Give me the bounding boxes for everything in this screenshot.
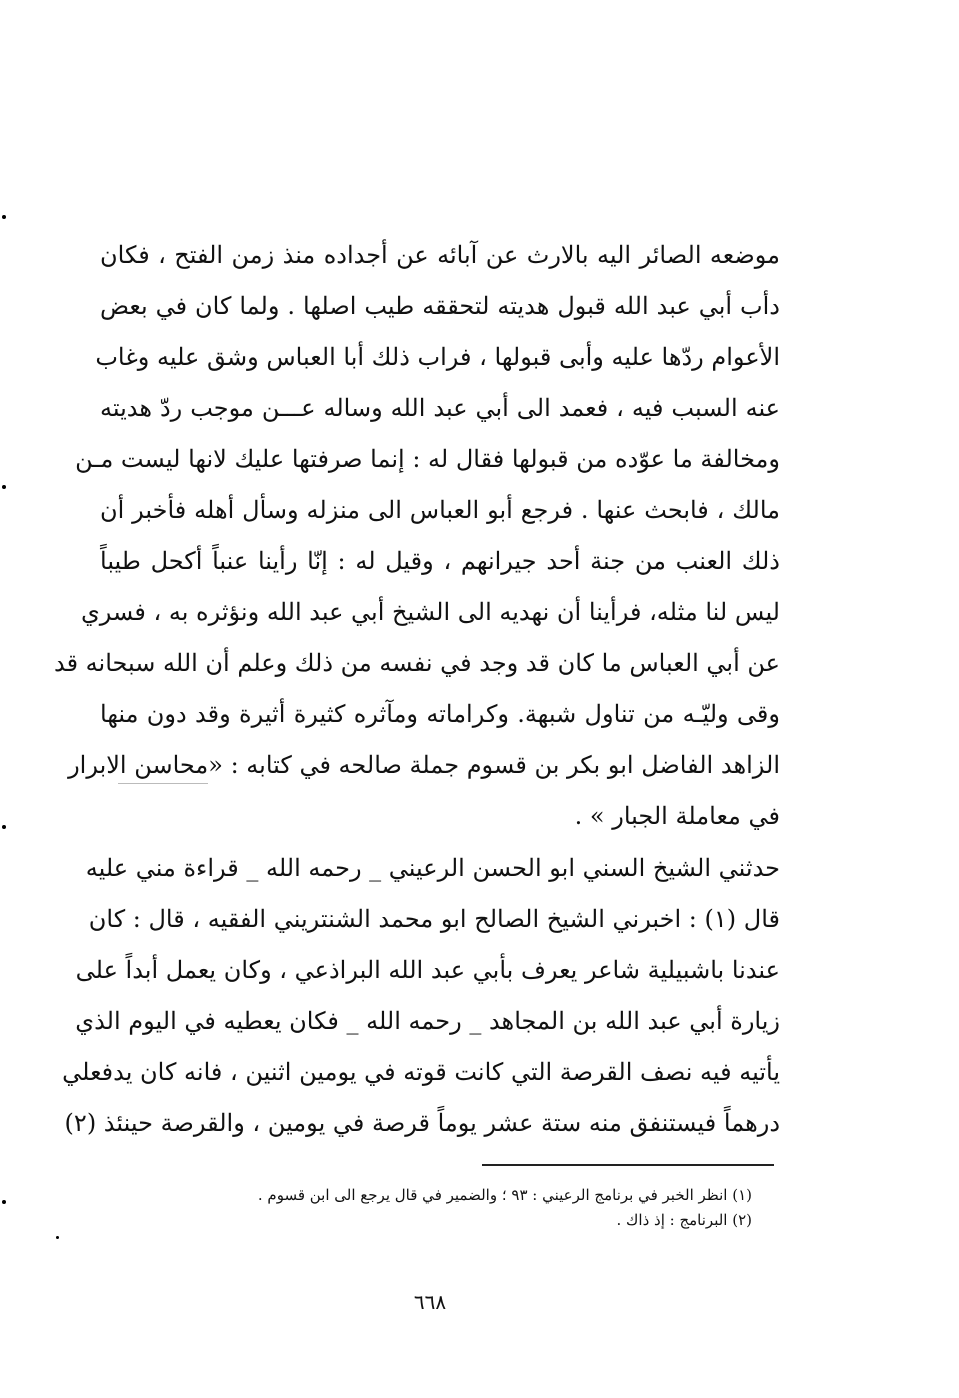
scan-speck xyxy=(2,1200,6,1204)
text-line: عنه السبب فيه ، فعمد الى أبي عبد الله وساله عـــن موجب ردّ هديته xyxy=(100,394,780,422)
text-line: موضعه الصائر اليه بالارث عن آبائه عن أجداده منذ زمن الفتح ، فكان xyxy=(100,241,780,269)
scan-speck xyxy=(2,215,6,219)
text-line: عن أبي العباس ما كان قد وجد في نفسه من ذلك وعلم أن الله سبحانه قد xyxy=(53,649,780,677)
text-line: في معاملة الجبار » . xyxy=(574,802,780,830)
text-line: قال (١) : اخبرني الشيخ الصالح ابو محمد الشنتريني الفقيه ، قال : كان xyxy=(88,905,780,933)
scan-speck xyxy=(2,825,6,829)
text-line: زيارة أبي عبد الله بن المجاهد _ رحمه الله _ فكان يعطيه في اليوم الذي xyxy=(75,1007,780,1035)
scan-faint-underline xyxy=(118,783,208,784)
text-line: يأتيه فيه نصف القرصة التي كانت قوته في يومين اثنين ، فانه كان يدفعلي xyxy=(62,1058,780,1086)
footnote-2: (٢) البرنامج : إذ ذاك . xyxy=(616,1211,752,1229)
text-line: الزاهد الفاضل ابو بكر بن قسوم جملة صالحه في كتابه : «محاسن الابرار xyxy=(68,751,780,779)
scan-speck xyxy=(2,485,6,489)
text-line: مالك ، فابحث عنها . فرجع أبو العباس الى منزله وسأل أهله فأخبر أن xyxy=(100,496,781,524)
text-line: الأعوام ردّها عليه وأبى قبولها ، فراب ذلك أبا العباس وشق عليه وغاب xyxy=(95,343,780,371)
scan-speck xyxy=(56,1236,59,1239)
text-line: درهماً فيستنفق منه ستة عشر يوماً قرصة في يومين ، والقرصة حينئذ (٢) xyxy=(64,1109,780,1137)
text-line: ليس لنا مثله، فرأينا أن نهديه الى الشيخ أبي عبد الله ونؤثره به ، فسري xyxy=(80,598,780,626)
body-paragraph-1 xyxy=(53,230,781,842)
text-line: ومخالفة ما عوّده من قبولها فقال له : إنما صرفتها عليك لانها ليست مـن xyxy=(75,445,780,473)
text-line: عندنا باشبيلية شاعر يعرف بأبي عبد الله البراذعي ، وكان يعمل أبداً على xyxy=(75,956,780,984)
text-line: وقى وليّـه من تناول شبهة. وكراماته ومآثره كثيرة أثيرة وقد دون منها xyxy=(100,700,780,728)
footnote-separator xyxy=(482,1164,774,1166)
text-line: ذلك العنب من جنة أحد جيرانهم ، وقيل له : إنّا رأينا عنباً أكحل طيباً xyxy=(100,547,780,575)
text-line: حدثني الشيخ السني ابو الحسن الرعيني _ رحمه الله _ قراءة مني عليه xyxy=(85,854,780,882)
page-number: ٦٦٨ xyxy=(413,1290,447,1314)
body-paragraph-2 xyxy=(62,843,780,1149)
footnote-1: (١) انظر الخبر في برنامج الرعيني : ٩٣ ؛ والضمير في قال يرجع الى ابن قسوم . xyxy=(257,1186,752,1204)
footnotes xyxy=(160,1183,752,1233)
text-line: دأب أبي عبد الله قبول هديته لتحققه طيب اصلها . ولما كان في بعض xyxy=(100,292,780,320)
